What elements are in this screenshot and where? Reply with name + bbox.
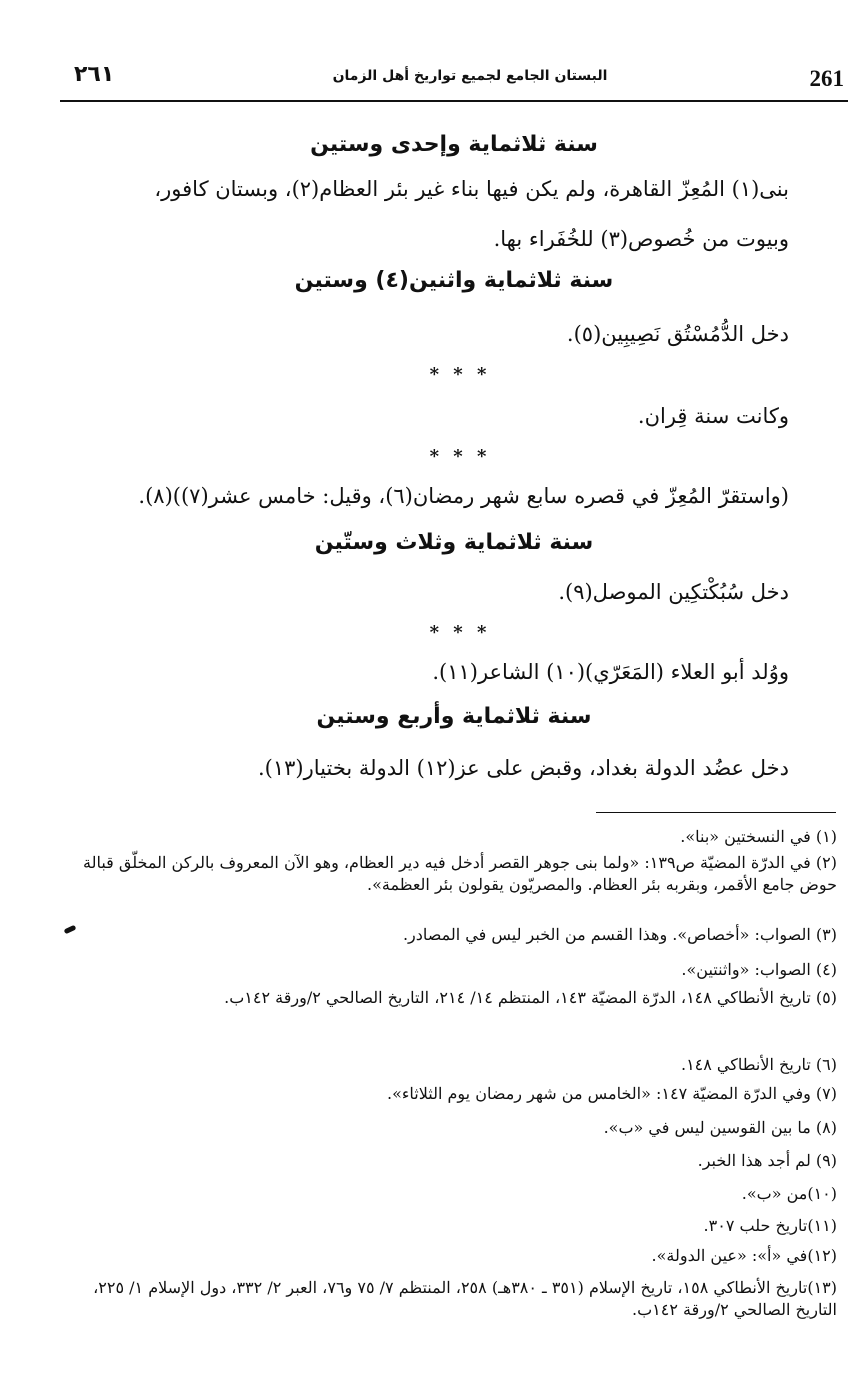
footnote: (١١)تاريخ حلب ٣٠٧. (703, 1216, 837, 1235)
page-number-arabic: ٢٦١ (74, 62, 115, 87)
header-rule (60, 100, 848, 102)
year-heading: سنة ثلاثماية وأربع وستين (316, 704, 592, 729)
footnote: (٧) وفي الدرّة المضيّة ١٤٧: «الخامس من شهر رمضان يوم الثلاثاء». (387, 1084, 837, 1103)
footnote: (١) في النسختين «بنا». (680, 827, 837, 846)
footnote: (٦) تاريخ الأنطاكي ١٤٨. (680, 1055, 837, 1074)
footnote: (٢) في الدرّة المضيّة ص١٣٩: «ولما بنى جوهر القصر أدخل فيه دير العظام، وهو الآن المعروف بالركن المخلّق قبالة حوض جامع الأقمر، وبقربه بئر العظام. والمصريّون يقولون بئر العظمة». (83, 853, 837, 894)
year-heading: سنة ثلاثماية واثنين(٤) وستين (294, 268, 614, 293)
running-header (60, 58, 848, 98)
footnote: (١٠)من «ب». (741, 1184, 837, 1203)
paragraph: ووُلد أبو العلاء (المَعَرّي)(١٠) الشاعر(١١). (432, 660, 789, 684)
footnote: (١٣)تاريخ الأنطاكي ١٥٨، تاريخ الإسلام (٣٥١ ـ ٣٨٠هـ) ٢٥٨، المنتظم ٧/ ٧٥ و٧٦، العبر ٢/ ٣٣٢، دول الإسلام ١/ ٢٢٥، التاريخ الصالحي ٢/ورقة ١٤٢ب. (93, 1278, 837, 1319)
paragraph: دخل سُبُكْتكِين الموصل(٩). (558, 580, 789, 604)
paragraph: (واستقرّ المُعِزّ في قصره سابع شهر رمضان(٦)، وقيل: خامس عشر(٧))(٨). (138, 484, 789, 508)
section-separator: * * * (429, 622, 491, 643)
year-heading: سنة ثلاثماية وثلاث وستّين (314, 530, 594, 555)
section-separator: * * * (429, 364, 491, 385)
paragraph: بنى(١) المُعِزّ القاهرة، ولم يكن فيها بناء غير بئر العظام(٢)، وبستان كافور، (154, 177, 789, 201)
footnote: (٣) الصواب: «أخصاص». وهذا القسم من الخبر ليس في المصادر. (402, 925, 837, 944)
paragraph: وكانت سنة قِران. (637, 404, 789, 428)
paragraph: دخل الدُّمُسْتُق نَصِيبِين(٥). (566, 322, 789, 346)
footnote: (١٢)في «أ»: «عين الدولة». (651, 1246, 837, 1265)
year-heading: سنة ثلاثماية وإحدى وستين (310, 132, 598, 157)
footnote: (٤) الصواب: «واثنتين». (681, 960, 837, 979)
section-separator: * * * (429, 446, 491, 467)
book-title: البستان الجامع لجميع تواريخ أهل الزمان (332, 68, 608, 84)
footnote: (٩) لم أجد هذا الخبر. (697, 1151, 837, 1170)
footnote-rule (596, 812, 836, 813)
paragraph: دخل عضُد الدولة بغداد، وقبض على عز(١٢) الدولة بختيار(١٣). (257, 756, 789, 780)
footnote: (٨) ما بين القوسين ليس في «ب». (603, 1118, 837, 1137)
page-number: 261 (809, 66, 844, 91)
footnote: (٥) تاريخ الأنطاكي ١٤٨، الدرّة المضيّة ١٤٣، المنتظم ١٤/ ٢١٤، التاريخ الصالحي ٢/ورقة ١٤٢ب. (224, 988, 837, 1007)
paragraph: وبيوت من خُصوص(٣) للخُفَراء بها. (493, 227, 789, 251)
